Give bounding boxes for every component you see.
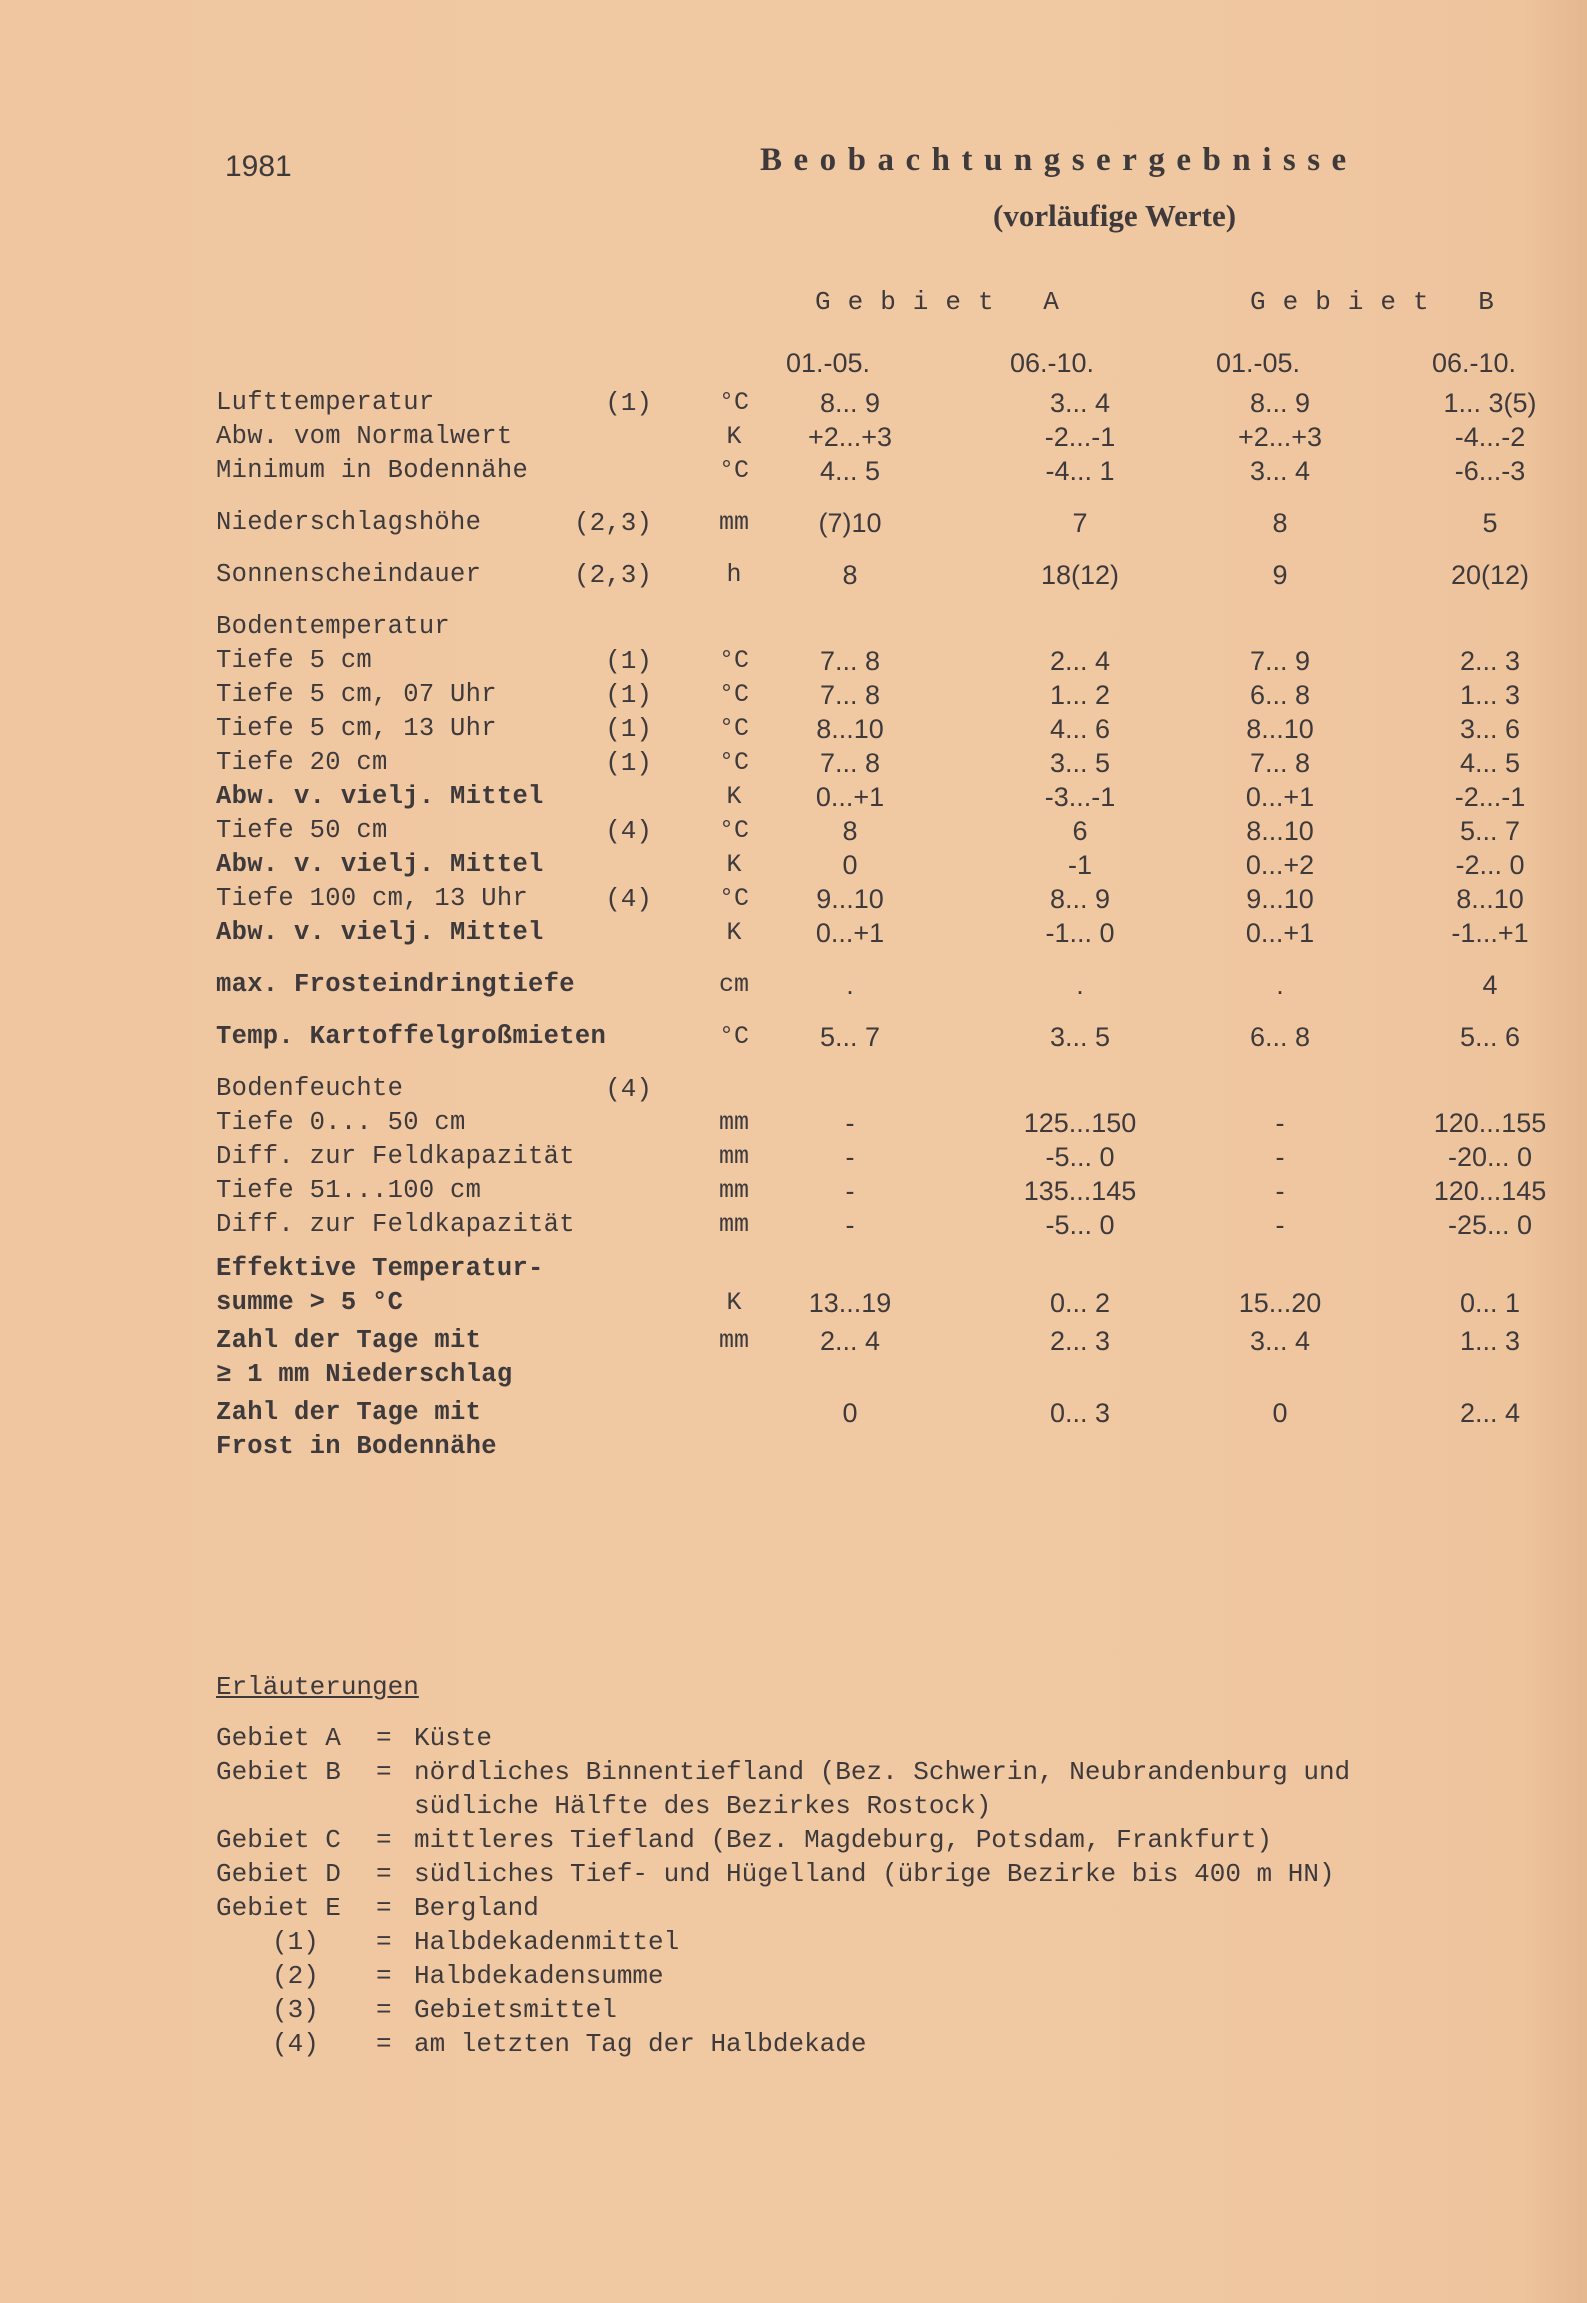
row-unit: °C xyxy=(718,884,749,913)
table-cell: 6... 8 xyxy=(1249,680,1311,710)
note-key: (3) xyxy=(272,1995,319,2025)
table-cell: 2... 4 xyxy=(1049,646,1111,676)
table-cell: 8...10 xyxy=(816,714,884,744)
row-label: summe > 5 °C xyxy=(216,1288,404,1317)
row-unit: °C xyxy=(718,456,749,485)
table-cell: 8 xyxy=(1272,508,1288,538)
row-unit: mm xyxy=(718,1108,749,1137)
notes-title: Erläuterungen xyxy=(216,1672,419,1702)
note-equals: = xyxy=(376,1961,392,1991)
table-cell: 2... 4 xyxy=(1459,1398,1521,1428)
table-cell: 0 xyxy=(1272,1398,1288,1428)
table-cell: 5... 6 xyxy=(1459,1022,1521,1052)
table-cell: 4... 5 xyxy=(1459,748,1521,778)
table-cell: -6...-3 xyxy=(1454,456,1526,486)
table-cell: 6 xyxy=(1072,816,1088,846)
table-cell: 7... 8 xyxy=(819,748,881,778)
table-cell: 1... 2 xyxy=(1049,680,1111,710)
table-cell: 0...+1 xyxy=(815,918,885,948)
note-equals: = xyxy=(376,1927,392,1957)
table-row xyxy=(0,714,1587,748)
table-row xyxy=(0,1326,1587,1360)
row-label: Diff. zur Feldkapazität xyxy=(216,1142,575,1171)
table-cell: -2...-1 xyxy=(1454,782,1526,812)
row-label: Tiefe 51...100 cm xyxy=(216,1176,482,1205)
note-key: Gebiet E xyxy=(216,1893,341,1923)
table-row xyxy=(0,646,1587,680)
note-text: mittleres Tiefland (Bez. Magdeburg, Potsdam, Frankfurt) xyxy=(414,1825,1273,1855)
row-label: Tiefe 100 cm, 13 Uhr xyxy=(216,884,529,913)
table-cell: 8... 9 xyxy=(819,388,881,418)
table-row xyxy=(0,884,1587,918)
table-cell: 7... 8 xyxy=(1249,748,1311,778)
row-label: Tiefe 5 cm, 13 Uhr xyxy=(216,714,497,743)
table-cell: 13...19 xyxy=(808,1288,892,1318)
table-cell: 0...+1 xyxy=(1245,918,1315,948)
table-cell: 2... 3 xyxy=(1459,646,1521,676)
row-label: Niederschlagshöhe xyxy=(216,508,482,537)
note-key: (1) xyxy=(272,1927,319,1957)
row-reference: (1) xyxy=(605,680,652,710)
row-label: Abw. v. vielj. Mittel xyxy=(216,918,544,947)
table-cell: -1... 0 xyxy=(1045,918,1115,948)
note-equals: = xyxy=(376,1893,392,1923)
row-unit: °C xyxy=(718,816,749,845)
table-cell: -5... 0 xyxy=(1045,1142,1115,1172)
note-text: Gebietsmittel xyxy=(414,1995,617,2025)
table-row xyxy=(0,1210,1587,1244)
table-cell: 9...10 xyxy=(1246,884,1314,914)
row-unit: mm xyxy=(718,1210,749,1239)
table-cell: 1... 3 xyxy=(1459,1326,1521,1356)
note-equals: = xyxy=(376,1995,392,2025)
note-text: am letzten Tag der Halbdekade xyxy=(414,2029,867,2059)
table-cell: 1... 3(5) xyxy=(1443,388,1537,418)
note-key: (2) xyxy=(272,1961,319,1991)
table-cell: 9...10 xyxy=(816,884,884,914)
row-reference: (1) xyxy=(605,714,652,744)
table-row xyxy=(0,456,1587,490)
table-cell: 0... 3 xyxy=(1049,1398,1111,1428)
table-cell: +2...+3 xyxy=(807,422,893,452)
table-cell: 3... 4 xyxy=(1249,1326,1311,1356)
row-label: Abw. v. vielj. Mittel xyxy=(216,850,544,879)
note-key: Gebiet D xyxy=(216,1859,341,1889)
table-cell: - xyxy=(845,1210,855,1240)
row-unit: °C xyxy=(718,748,749,777)
row-label: Tiefe 5 cm, 07 Uhr xyxy=(216,680,497,709)
row-unit: °C xyxy=(718,646,749,675)
table-row xyxy=(0,1398,1587,1432)
table-cell: 120...145 xyxy=(1433,1176,1547,1206)
table-cell: 2... 4 xyxy=(819,1326,881,1356)
table-cell: 8...10 xyxy=(1246,816,1314,846)
table-cell: 18(12) xyxy=(1040,560,1120,590)
table-row xyxy=(0,612,1587,646)
note-key: (4) xyxy=(272,2029,319,2059)
table-cell: 8...10 xyxy=(1456,884,1524,914)
table-cell: 0 xyxy=(842,850,858,880)
note-text: nördliches Binnentiefland (Bez. Schwerin, Neubrandenburg und xyxy=(414,1757,1351,1787)
table-row xyxy=(0,1074,1587,1108)
row-label: Bodenfeuchte xyxy=(216,1074,404,1103)
table-cell: 120...155 xyxy=(1433,1108,1547,1138)
period-header-3: 01.-05. xyxy=(1216,348,1301,378)
row-label: max. Frosteindringtiefe xyxy=(216,970,575,999)
table-cell: 7 xyxy=(1072,508,1088,538)
table-cell: 8 xyxy=(842,816,858,846)
table-cell: . xyxy=(1276,970,1284,1000)
row-label: Minimum in Bodennähe xyxy=(216,456,529,485)
table-row xyxy=(0,388,1587,422)
table-cell: -20... 0 xyxy=(1447,1142,1533,1172)
table-cell: 1... 3 xyxy=(1459,680,1521,710)
row-unit: mm xyxy=(718,1326,749,1355)
row-unit: mm xyxy=(718,1176,749,1205)
row-label: Zahl der Tage mit xyxy=(216,1326,482,1355)
row-unit: °C xyxy=(718,714,749,743)
table-row xyxy=(0,816,1587,850)
table-cell: 3... 4 xyxy=(1249,456,1311,486)
table-cell: 20(12) xyxy=(1450,560,1530,590)
table-cell: 8... 9 xyxy=(1049,884,1111,914)
table-cell: 0 xyxy=(842,1398,858,1428)
table-row xyxy=(0,560,1587,594)
table-cell: -2...-1 xyxy=(1044,422,1116,452)
table-cell: -4... 1 xyxy=(1045,456,1115,486)
row-label: Sonnenscheindauer xyxy=(216,560,482,589)
table-cell: - xyxy=(1275,1108,1285,1138)
area-header-a: Gebiet A xyxy=(815,287,1076,317)
table-cell: 7... 9 xyxy=(1249,646,1311,676)
table-cell: 4... 6 xyxy=(1049,714,1111,744)
row-reference: (4) xyxy=(605,884,652,914)
row-unit: K xyxy=(726,1288,742,1317)
table-row xyxy=(0,850,1587,884)
table-cell: - xyxy=(1275,1142,1285,1172)
table-cell: (7)10 xyxy=(818,508,882,538)
row-label: Temp. Kartoffelgroßmieten xyxy=(216,1022,607,1051)
table-cell: -5... 0 xyxy=(1045,1210,1115,1240)
table-row xyxy=(0,1254,1587,1288)
table-cell: - xyxy=(1275,1210,1285,1240)
table-cell: -1...+1 xyxy=(1451,918,1529,948)
table-cell: 125...150 xyxy=(1023,1108,1137,1138)
row-reference: (1) xyxy=(605,646,652,676)
row-reference: (1) xyxy=(605,748,652,778)
table-cell: 4... 5 xyxy=(819,456,881,486)
page-subtitle: (vorläufige Werte) xyxy=(993,198,1237,233)
note-key: Gebiet A xyxy=(216,1723,341,1753)
note-text: Bergland xyxy=(414,1893,539,1923)
table-cell: 3... 6 xyxy=(1459,714,1521,744)
row-reference: (2,3) xyxy=(573,508,652,538)
row-unit: K xyxy=(726,422,742,451)
table-row xyxy=(0,782,1587,816)
row-unit: K xyxy=(726,850,742,879)
note-equals: = xyxy=(376,1723,392,1753)
table-cell: 8... 9 xyxy=(1249,388,1311,418)
table-cell: 7... 8 xyxy=(819,646,881,676)
table-cell: -4...-2 xyxy=(1454,422,1526,452)
table-row xyxy=(0,1288,1587,1322)
row-unit: mm xyxy=(718,1142,749,1171)
table-cell: - xyxy=(845,1142,855,1172)
table-cell: 3... 5 xyxy=(1049,748,1111,778)
year-label: 1981 xyxy=(225,150,292,183)
table-cell: 8 xyxy=(842,560,858,590)
note-key: Gebiet C xyxy=(216,1825,341,1855)
period-header-4: 06.-10. xyxy=(1432,348,1517,378)
note-equals: = xyxy=(376,1859,392,1889)
table-cell: 4 xyxy=(1482,970,1498,1000)
row-unit: °C xyxy=(718,388,749,417)
row-unit: °C xyxy=(718,1022,749,1051)
table-row xyxy=(0,1176,1587,1210)
row-label: Tiefe 50 cm xyxy=(216,816,388,845)
table-row xyxy=(0,422,1587,456)
table-cell: 6... 8 xyxy=(1249,1022,1311,1052)
table-cell: . xyxy=(1076,970,1084,1000)
table-row xyxy=(0,1360,1587,1394)
table-row xyxy=(0,508,1587,542)
table-cell: 5 xyxy=(1482,508,1498,538)
table-row xyxy=(0,1432,1587,1466)
note-equals: = xyxy=(376,1825,392,1855)
table-row xyxy=(0,1022,1587,1056)
row-reference: (4) xyxy=(605,816,652,846)
note-text: Halbdekadensumme xyxy=(414,1961,664,1991)
table-cell: 7... 8 xyxy=(819,680,881,710)
table-cell: 0...+1 xyxy=(815,782,885,812)
table-cell: 2... 3 xyxy=(1049,1326,1111,1356)
table-cell: - xyxy=(845,1108,855,1138)
table-row xyxy=(0,1142,1587,1176)
row-unit: h xyxy=(726,560,742,589)
row-reference: (2,3) xyxy=(573,560,652,590)
row-reference: (1) xyxy=(605,388,652,418)
note-equals: = xyxy=(376,1757,392,1787)
table-cell: 15...20 xyxy=(1238,1288,1322,1318)
row-label: Frost in Bodennähe xyxy=(216,1432,497,1461)
area-header-b: Gebiet B xyxy=(1250,287,1511,317)
table-cell: 5... 7 xyxy=(1459,816,1521,846)
table-cell: 0... 2 xyxy=(1049,1288,1111,1318)
table-cell: 3... 4 xyxy=(1049,388,1111,418)
row-label: Tiefe 5 cm xyxy=(216,646,373,675)
table-cell: - xyxy=(845,1176,855,1206)
table-row xyxy=(0,918,1587,952)
row-unit: K xyxy=(726,918,742,947)
table-cell: 0... 1 xyxy=(1459,1288,1521,1318)
page-title: Beobachtungsergebnisse xyxy=(760,142,1358,178)
table-cell: 9 xyxy=(1272,560,1288,590)
period-header-1: 01.-05. xyxy=(786,348,871,378)
table-cell: - xyxy=(1275,1176,1285,1206)
row-reference: (4) xyxy=(605,1074,652,1104)
table-cell: +2...+3 xyxy=(1237,422,1323,452)
row-label: Zahl der Tage mit xyxy=(216,1398,482,1427)
row-label: ≥ 1 mm Niederschlag xyxy=(216,1360,513,1389)
row-unit: K xyxy=(726,782,742,811)
row-label: Tiefe 0... 50 cm xyxy=(216,1108,466,1137)
row-label: Abw. v. vielj. Mittel xyxy=(216,782,544,811)
table-cell: -2... 0 xyxy=(1455,850,1525,880)
row-label: Diff. zur Feldkapazität xyxy=(216,1210,575,1239)
table-cell: 0...+2 xyxy=(1245,850,1315,880)
row-label: Bodentemperatur xyxy=(216,612,451,641)
row-unit: °C xyxy=(718,680,749,709)
row-label: Effektive Temperatur- xyxy=(216,1254,544,1283)
table-row xyxy=(0,970,1587,1004)
table-cell: -25... 0 xyxy=(1447,1210,1533,1240)
table-cell: -3...-1 xyxy=(1044,782,1116,812)
note-key: Gebiet B xyxy=(216,1757,341,1787)
table-cell: 3... 5 xyxy=(1049,1022,1111,1052)
table-row xyxy=(0,680,1587,714)
table-cell: 0...+1 xyxy=(1245,782,1315,812)
row-unit: mm xyxy=(718,508,749,537)
note-text: südliches Tief- und Hügelland (übrige Bezirke bis 400 m HN) xyxy=(414,1859,1335,1889)
note-text: Küste xyxy=(414,1723,493,1753)
table-cell: 8...10 xyxy=(1246,714,1314,744)
table-cell: . xyxy=(846,970,854,1000)
note-text: südliche Hälfte des Bezirkes Rostock) xyxy=(414,1791,992,1821)
period-header-2: 06.-10. xyxy=(1010,348,1095,378)
table-row xyxy=(0,1108,1587,1142)
row-label: Abw. vom Normalwert xyxy=(216,422,513,451)
row-label: Tiefe 20 cm xyxy=(216,748,388,777)
row-label: Lufttemperatur xyxy=(216,388,435,417)
table-cell: -1 xyxy=(1067,850,1092,880)
table-row xyxy=(0,748,1587,782)
note-equals: = xyxy=(376,2029,392,2059)
table-cell: 5... 7 xyxy=(819,1022,881,1052)
note-text: Halbdekadenmittel xyxy=(414,1927,680,1957)
table-cell: 135...145 xyxy=(1023,1176,1137,1206)
row-unit: cm xyxy=(718,970,749,999)
